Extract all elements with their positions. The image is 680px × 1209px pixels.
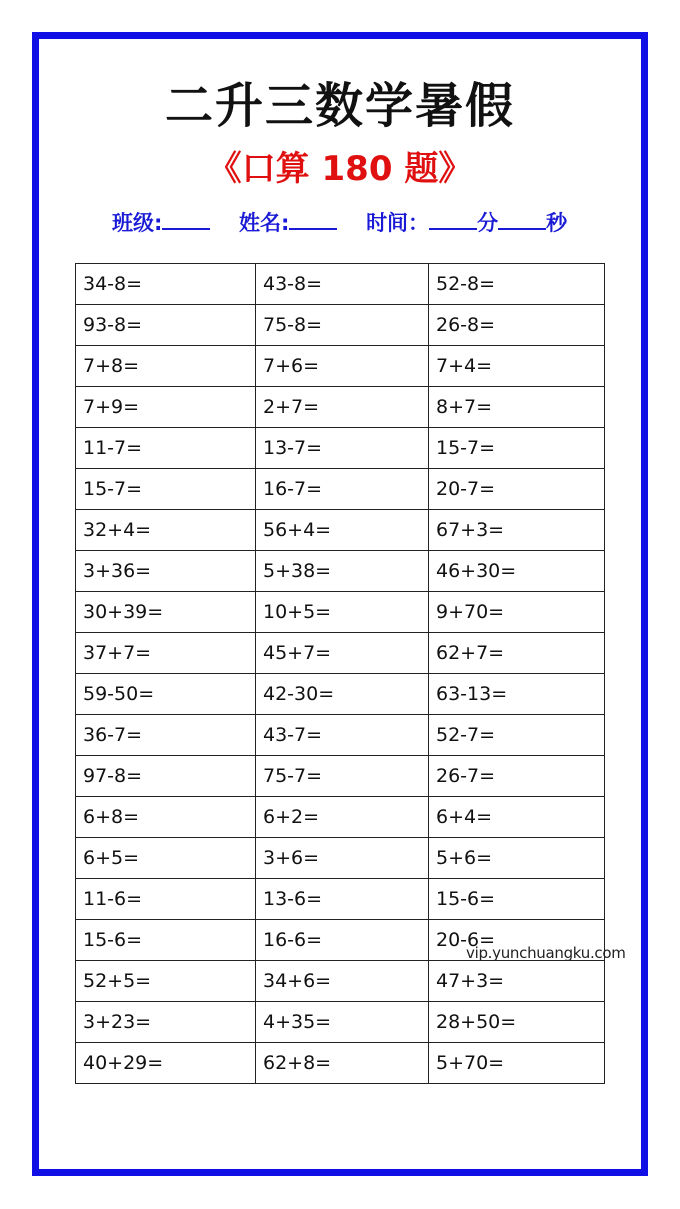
problem-cell: 93-8= [76,305,256,346]
table-row [76,551,605,592]
table-row [76,797,605,838]
problem-cell: 45+7= [256,633,429,674]
problem-cell: 2+7= [256,387,429,428]
problem-cell: 20-7= [429,469,605,510]
problem-cell: 52-7= [429,715,605,756]
page-title: 二升三数学暑假 [164,78,515,134]
student-info-line [112,204,567,240]
seconds-label: 秒 [546,211,568,235]
problem-cell: 20-6= [429,920,605,961]
table-row [76,961,605,1002]
table-row [76,387,605,428]
problem-cell: 15-7= [429,428,605,469]
problem-cell: 3+6= [256,838,429,879]
problem-cell: 62+8= [256,1043,429,1084]
problem-cell: 43-8= [256,264,429,305]
minutes-label: 分 [477,211,499,235]
problem-cell: 43-7= [256,715,429,756]
problem-cell: 15-7= [76,469,256,510]
table-row [76,879,605,920]
minutes-blank[interactable] [429,204,477,230]
problem-cell: 52+5= [76,961,256,1002]
problem-cell: 47+3= [429,961,605,1002]
problem-cell: 46+30= [429,551,605,592]
page-subtitle: 《口算 180 题》 [207,149,473,189]
problem-cell: 56+4= [256,510,429,551]
problem-cell: 6+4= [429,797,605,838]
problem-cell: 28+50= [429,1002,605,1043]
problem-cell: 59-50= [76,674,256,715]
problem-cell: 34-8= [76,264,256,305]
table-row [76,305,605,346]
problem-cell: 3+36= [76,551,256,592]
problem-cell: 6+5= [76,838,256,879]
problem-cell: 37+7= [76,633,256,674]
problem-cell: 8+7= [429,387,605,428]
problem-cell: 13-7= [256,428,429,469]
problem-cell: 7+8= [76,346,256,387]
problem-cell: 26-8= [429,305,605,346]
problem-cell: 40+29= [76,1043,256,1084]
table-row [76,838,605,879]
table-row [76,756,605,797]
problem-cell: 30+39= [76,592,256,633]
name-label: 姓名: [239,211,290,235]
table-row [76,592,605,633]
problem-cell: 7+4= [429,346,605,387]
problem-cell: 5+38= [256,551,429,592]
problem-cell: 75-7= [256,756,429,797]
problem-cell: 9+70= [429,592,605,633]
watermark: vip.yunchuangku.com [466,944,626,962]
table-row [76,346,605,387]
table-row [76,1043,605,1084]
table-row [76,1002,605,1043]
problem-cell: 52-8= [429,264,605,305]
problem-cell: 10+5= [256,592,429,633]
seconds-blank[interactable] [498,204,546,230]
problem-cell: 13-6= [256,879,429,920]
problem-cell: 7+6= [256,346,429,387]
problem-cell: 34+6= [256,961,429,1002]
problem-cell: 3+23= [76,1002,256,1043]
problem-cell: 32+4= [76,510,256,551]
table-row [76,715,605,756]
class-blank[interactable] [162,204,210,230]
problem-cell: 62+7= [429,633,605,674]
problem-cell: 5+70= [429,1043,605,1084]
problem-cell: 4+35= [256,1002,429,1043]
problem-cell: 5+6= [429,838,605,879]
class-label: 班级: [112,211,163,235]
problem-cell: 15-6= [76,920,256,961]
table-row [76,264,605,305]
table-row [76,469,605,510]
problem-cell: 63-13= [429,674,605,715]
problem-cell: 16-7= [256,469,429,510]
table-row [76,428,605,469]
time-label: 时间： [366,211,430,235]
table-row [76,510,605,551]
problem-cell: 16-6= [256,920,429,961]
problem-cell: 36-7= [76,715,256,756]
problem-cell: 7+9= [76,387,256,428]
problem-cell: 42-30= [256,674,429,715]
name-blank[interactable] [289,204,337,230]
problem-cell: 67+3= [429,510,605,551]
table-row [76,633,605,674]
problem-cell: 75-8= [256,305,429,346]
problem-cell: 15-6= [429,879,605,920]
problem-cell: 6+2= [256,797,429,838]
problem-cell: 11-7= [76,428,256,469]
problem-cell: 97-8= [76,756,256,797]
problem-cell: 11-6= [76,879,256,920]
problem-cell: 26-7= [429,756,605,797]
table-row [76,674,605,715]
problem-cell: 6+8= [76,797,256,838]
